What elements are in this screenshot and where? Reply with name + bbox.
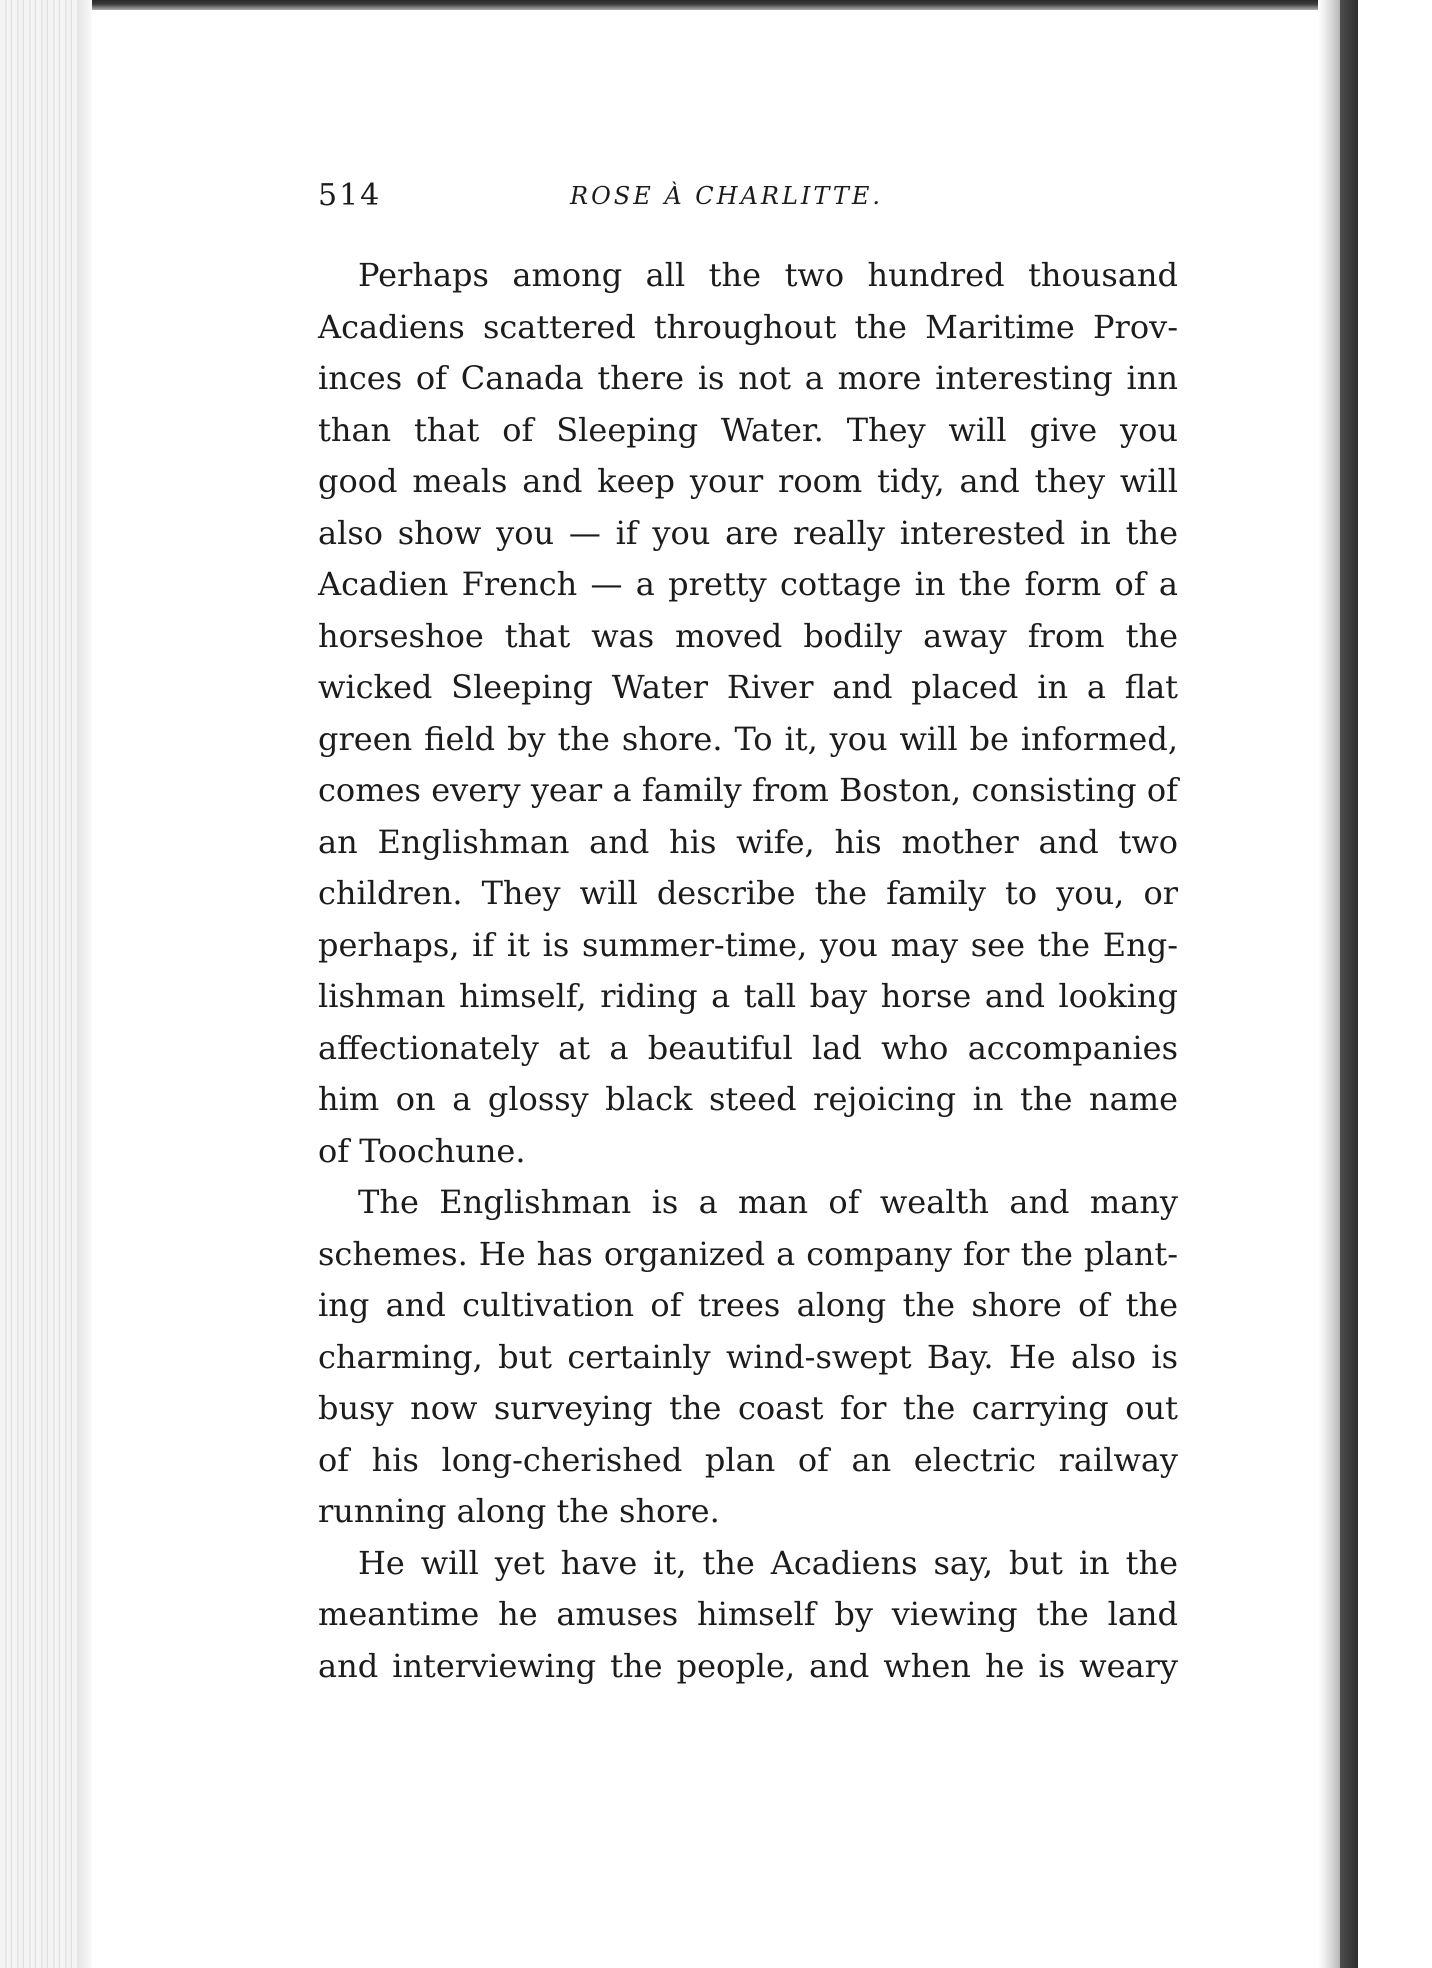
text-line: affectionately at a beautiful lad who accompanies [318,1028,1178,1067]
text-line: He will yet have it, the Acadiens say, but in the [358,1543,1178,1582]
text-line: ing and cultivation of trees along the shore of the [318,1286,1178,1324]
page-edges-left [0,0,92,1968]
text-line: than that of Sleeping Water. They will give you [318,410,1178,449]
right-margin [1358,0,1432,1968]
text-line: Acadiens scattered throughout the Maritime Prov- [318,307,1178,346]
text-line: inces of Canada there is not a more interesting inn [318,359,1178,397]
text-line: horseshoe that was moved bodily away from the [318,616,1178,655]
text-line: busy now surveying the coast for the carrying out [318,1389,1178,1427]
text-line: of Toochune. [318,1131,526,1170]
text-line: wicked Sleeping Water River and placed in a flat [318,668,1178,706]
page-number: 514 [318,178,382,213]
text-line: children. They will describe the family to you, or [318,874,1178,912]
body-text [318,250,1178,1692]
text-line: lishman himself, riding a tall bay horse and looking [318,977,1178,1015]
text-line: schemes. He has organized a company for the plant- [318,1234,1178,1273]
text-line: perhaps, if it is summer-time, you may see the Eng- [318,925,1178,964]
text-line: and interviewing the people, and when he is weary [318,1646,1178,1685]
paragraph-1 [318,250,1178,1177]
cover-edge [1340,0,1358,1968]
text-line: charming, but certainly wind-swept Bay. He also is [318,1337,1178,1376]
text-line: also show you — if you are really interested in the [318,513,1178,552]
text-line: him on a glossy black steed rejoicing in the name [318,1080,1178,1118]
running-title: ROSE À CHARLITTE. [570,182,884,210]
text-line: an Englishman and his wife, his mother and two [318,822,1178,861]
text-line: Perhaps among all the two hundred thousand [358,256,1178,294]
paragraph-2 [318,1177,1178,1538]
text-line: comes every year a family from Boston, consisting of [318,771,1178,809]
paragraph-3 [318,1538,1178,1693]
text-line: green field by the shore. To it, you will be informed, [318,719,1178,758]
text-line: of his long-cherished plan of an electric railway [318,1440,1178,1479]
text-line: good meals and keep your room tidy, and they will [318,462,1178,500]
text-line: running along the shore. [318,1492,720,1530]
text-line: The Englishman is a man of wealth and many [358,1183,1178,1221]
running-head [318,178,1178,228]
text-line: Acadien French — a pretty cottage in the form of a [318,565,1178,603]
text-line: meantime he amuses himself by viewing the land [318,1595,1178,1633]
